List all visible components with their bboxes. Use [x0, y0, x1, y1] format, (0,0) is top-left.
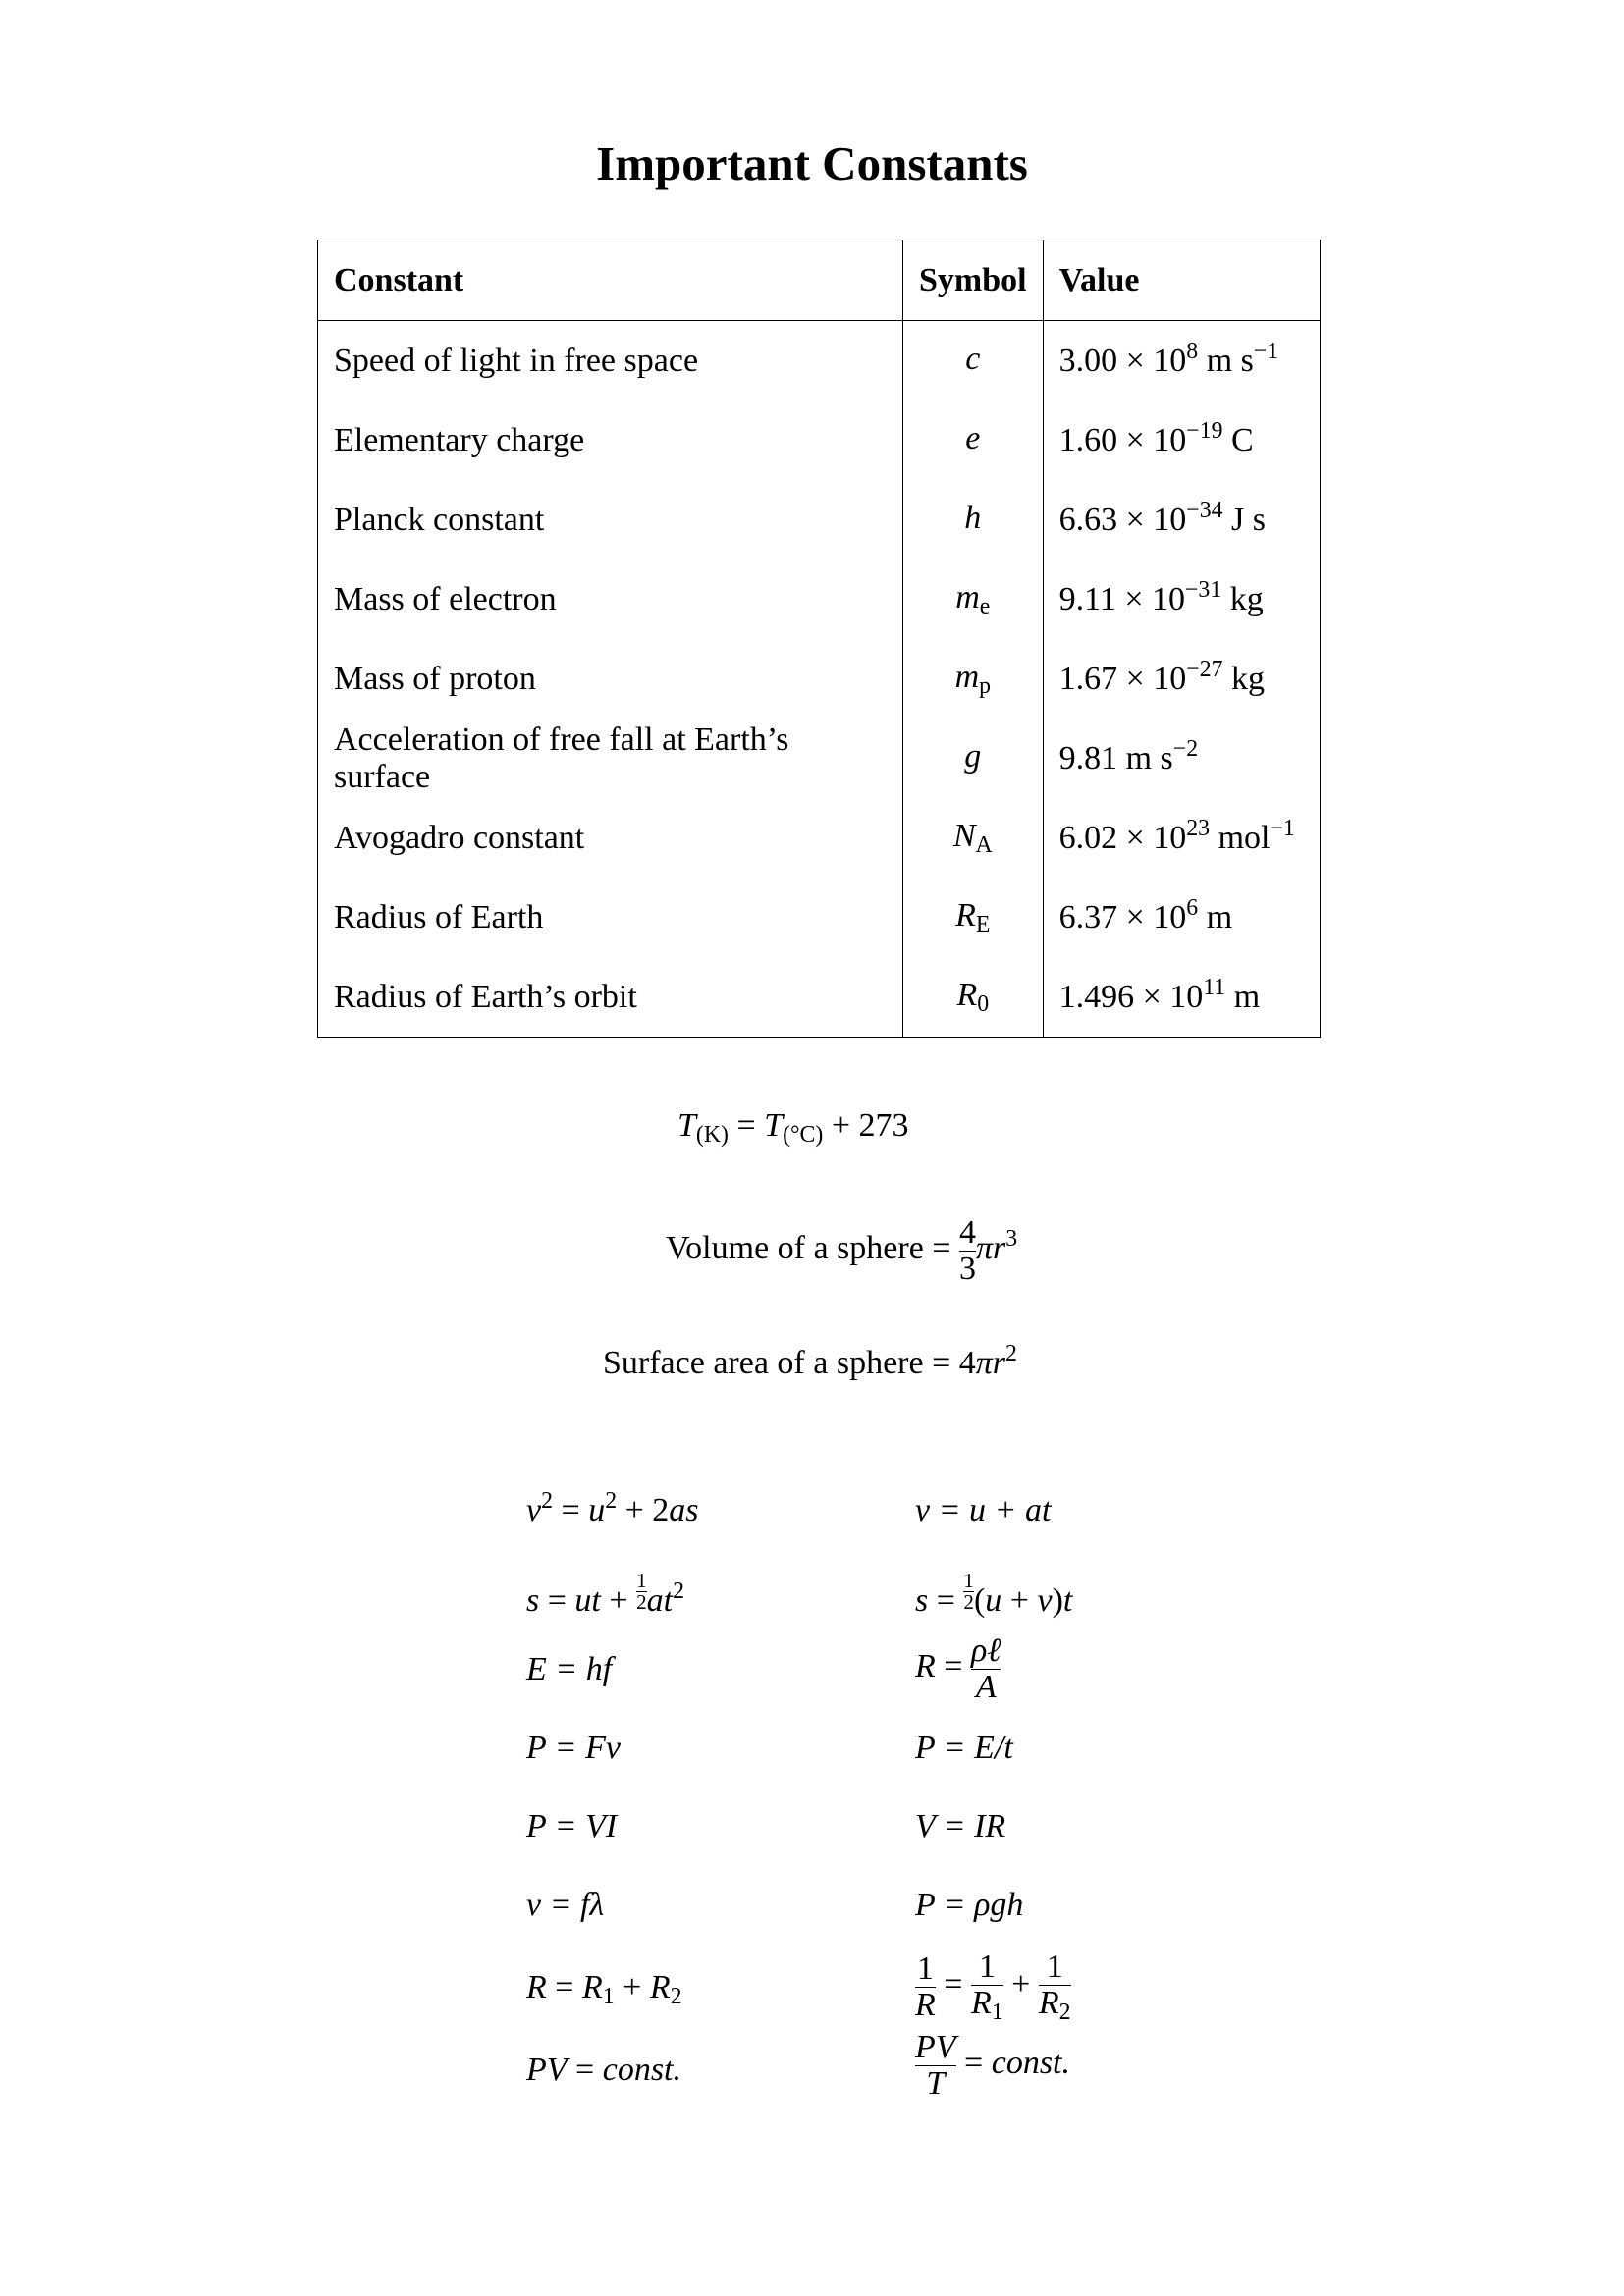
constants-table	[317, 240, 1321, 1038]
equation-v-uat: v = u + at	[915, 1492, 1052, 1528]
equation-pv-const: PV = const.	[526, 2052, 682, 2088]
constant-symbol: $R_0$	[903, 957, 1044, 1038]
equation-s-half: s = $\frac{1}{2}$ (u + v)t	[915, 1569, 1073, 1620]
constant-value: $6.37 \times 10^6$ m	[1043, 878, 1320, 957]
constant-symbol: h	[903, 480, 1044, 560]
constant-symbol: g	[903, 719, 1044, 798]
table-row	[318, 480, 1321, 560]
volume-fraction: $\frac{4}{3}$	[959, 1214, 976, 1287]
equation-p-rhogh: P = ρgh	[915, 1887, 1024, 1923]
table-row	[318, 798, 1321, 878]
constant-name: Mass of electron	[318, 560, 903, 639]
constant-symbol: $m_e$	[903, 560, 1044, 639]
volume-of-sphere-equation: Volume of a sphere = $\frac{4}{3}$ $\pi r^3$	[666, 1214, 1018, 1287]
equation-v-squared: $v^2 = u^2 + 2as$	[526, 1487, 699, 1528]
constant-value: 9.81 m $s^{-2}$	[1043, 719, 1320, 798]
header-value: Value	[1043, 240, 1320, 321]
constant-value: $3.00 \times 10^8$ m $s^{-1}$	[1043, 321, 1320, 401]
surface-area-equation: Surface area of a sphere = $4\pi r^2$	[603, 1340, 1017, 1381]
constant-name: Radius of Earth	[318, 878, 903, 957]
equation-e-hf: E = hf	[526, 1651, 613, 1687]
constant-name: Speed of light in free space	[318, 321, 903, 401]
equation-pvt-const: $\frac{PV}{T}$ = const.	[915, 2029, 1071, 2102]
constant-value: $6.02 \times 10^{23}$ mol$^{-1}$	[1043, 798, 1320, 878]
constant-symbol: c	[903, 321, 1044, 401]
header-constant: Constant	[318, 240, 903, 321]
constant-name: Planck constant	[318, 480, 903, 560]
equation-s-ut: s = ut + $\frac{1}{2}$ $at^2$	[526, 1569, 684, 1620]
equation-v-flambda: v = fλ	[526, 1887, 605, 1923]
table-row	[318, 719, 1321, 798]
constant-name: Radius of Earth’s orbit	[318, 957, 903, 1038]
constant-name: Avogadro constant	[318, 798, 903, 878]
table-row	[318, 560, 1321, 639]
equation-v-ir: V = IR	[915, 1808, 1006, 1844]
header-symbol: Symbol	[903, 240, 1044, 321]
constant-value: $1.496 \times 10^{11}$ m	[1043, 957, 1320, 1038]
constant-name: Acceleration of free fall at Earth’s surface	[318, 719, 903, 798]
constant-name: Elementary charge	[318, 400, 903, 480]
table-row	[318, 321, 1321, 401]
temperature-equation: $T_{(K)} = T_{(^\circ C)} + 273$	[677, 1107, 909, 1148]
constant-value: $1.67 \times 10^{-27}$ kg	[1043, 639, 1320, 719]
table-row	[318, 639, 1321, 719]
equation-r-parallel: $\frac{1}{R}$ = $\frac{1}{R_1}$ + $\frac{1}{R_2}$	[915, 1949, 1071, 2025]
constant-symbol: e	[903, 400, 1044, 480]
constant-symbol: $N_A$	[903, 798, 1044, 878]
table-header-row	[318, 240, 1321, 321]
table-row	[318, 400, 1321, 480]
table-row	[318, 878, 1321, 957]
constant-name: Mass of proton	[318, 639, 903, 719]
table-row	[318, 957, 1321, 1038]
constant-symbol: $R_E$	[903, 878, 1044, 957]
equation-p-vi: P = VI	[526, 1808, 618, 1844]
page-title: Important Constants	[596, 136, 1028, 190]
equation-r-rho: R = $\frac{\text{ρℓ}}{A}$	[915, 1632, 1001, 1705]
constant-value: $6.63 \times 10^{-34}$ J s	[1043, 480, 1320, 560]
constant-value: $1.60 \times 10^{-19}$ C	[1043, 400, 1320, 480]
constant-symbol: $m_p$	[903, 639, 1044, 719]
equation-p-et: P = E/t	[915, 1730, 1013, 1766]
constant-value: $9.11 \times 10^{-31}$ kg	[1043, 560, 1320, 639]
equation-r-series: $R = R_1 + R_2$	[526, 1969, 682, 2009]
equation-p-fv: P = Fv	[526, 1730, 621, 1766]
